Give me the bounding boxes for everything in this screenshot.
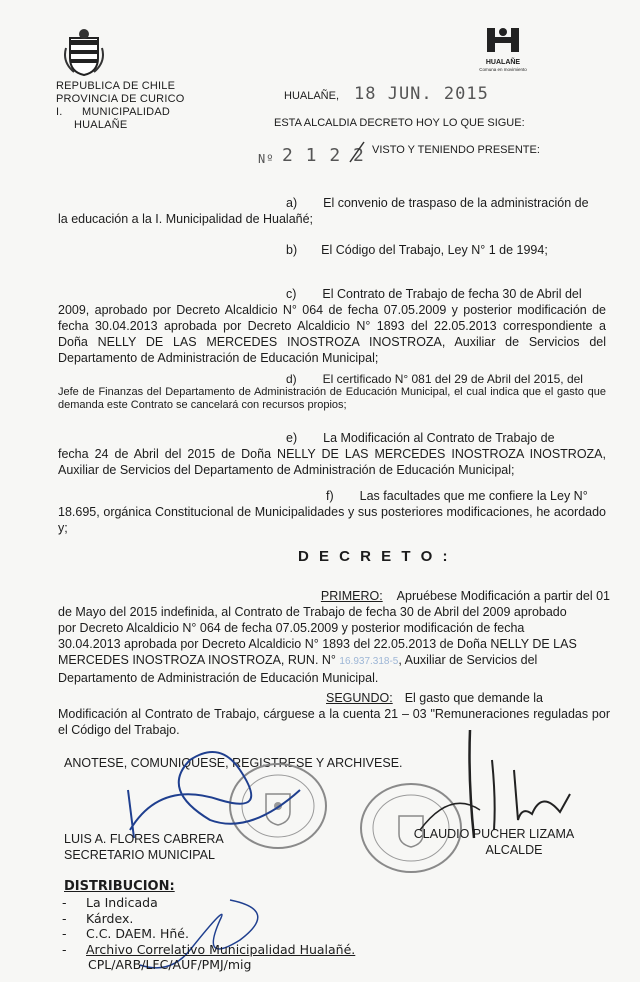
run-value: 16.937.318-5 bbox=[339, 656, 399, 667]
consideration-letter: b) bbox=[286, 243, 298, 257]
hualane-logo-icon bbox=[484, 26, 522, 54]
consideration-letter: a) bbox=[286, 196, 298, 210]
consideration-letter: e) bbox=[286, 431, 298, 445]
list-item: - C.C. DAEM. Hñé. bbox=[62, 926, 355, 942]
org-line-commune: HUALAÑE bbox=[74, 119, 128, 131]
mayor-title: ALCALDE bbox=[485, 843, 543, 857]
list-item: - Kárdex. bbox=[62, 911, 355, 927]
number-prefix: Nº bbox=[258, 152, 275, 166]
mayor-name: CLAUDIO PUCHER LIZAMA bbox=[413, 827, 575, 841]
consideration-a bbox=[58, 195, 606, 227]
hualane-logo bbox=[478, 26, 528, 73]
org-line-municipality: I. MUNICIPALIDAD bbox=[56, 106, 171, 118]
decreto-title: D E C R E T O : bbox=[298, 548, 451, 565]
initials-line: CPL/ARB/LFC/AUF/PMJ/mig bbox=[88, 957, 252, 972]
secretary-name: LUIS A. FLORES CABRERA bbox=[64, 832, 224, 846]
secretary-block bbox=[64, 831, 224, 863]
municipal-seal-icon bbox=[64, 28, 104, 76]
segundo-rest: Modificación al Contrato de Trabajo, cárguese a la cuenta 21 – 03 "Remuneraciones reguladas por el Código del Trabajo. bbox=[58, 707, 610, 737]
consideration-lead: El convenio de traspaso de la administración de bbox=[323, 196, 589, 210]
segundo-lead: El gasto que demande la bbox=[404, 691, 543, 705]
consideration-letter: f) bbox=[326, 489, 334, 503]
logo-caption: HUALAÑE bbox=[485, 59, 521, 66]
decree-number: 2 1 2 2 bbox=[282, 145, 365, 166]
consideration-rest: la educación a la I. Municipalidad de Hualañé; bbox=[58, 212, 314, 226]
primero-label: PRIMERO: bbox=[320, 589, 383, 603]
primero-section bbox=[58, 588, 610, 686]
list-item: - La Indicada bbox=[62, 895, 355, 911]
primero-line: , Auxiliar de Servicios del bbox=[398, 653, 538, 667]
consideration-lead: El certificado N° 081 del 29 de Abril del 2015, del bbox=[322, 372, 583, 386]
visto-label: VISTO Y TENIENDO PRESENTE: bbox=[372, 144, 540, 156]
consideration-f bbox=[58, 488, 606, 536]
mayor-signature-icon bbox=[410, 720, 610, 840]
date-stamp: 18 JUN. 2015 bbox=[354, 84, 489, 104]
primero-lead: Apruébese Modificación a partir del 01 bbox=[396, 589, 610, 603]
closing-line: ANOTESE, COMUNIQUESE, REGISTRESE Y ARCHIVESE. bbox=[64, 756, 403, 770]
secretary-title: SECRETARIO MUNICIPAL bbox=[64, 848, 215, 862]
consideration-lead: El Contrato de Trabajo de fecha 30 de Abril del bbox=[322, 287, 582, 301]
place-label: HUALAÑE, bbox=[284, 90, 340, 102]
org-header bbox=[56, 80, 216, 132]
consideration-e bbox=[58, 430, 606, 478]
list-item: - Archivo Correlativo Municipalidad Hualañé. bbox=[62, 942, 355, 958]
consideration-lead: Las facultades que me confiere la Ley N° bbox=[359, 489, 588, 503]
primero-line: Departamento de Administración de Educación Municipal. bbox=[58, 671, 379, 685]
distribution-block bbox=[64, 878, 355, 973]
primero-line: MERCEDES INOSTROZA INOSTROZA, RUN. N° bbox=[58, 653, 336, 667]
consideration-lead: La Modificación al Contrato de Trabajo de bbox=[323, 431, 555, 445]
consideration-letter: c) bbox=[286, 287, 297, 301]
consideration-letter: d) bbox=[286, 372, 297, 386]
primero-line: por Decreto Alcaldicio N° 064 de fecha 07.05.2009 y posterior modificación de fecha bbox=[58, 621, 525, 635]
distribution-list bbox=[62, 895, 355, 957]
consideration-rest: 18.695, orgánica Constitucional de Municipalidades y sus posteriores modificaciones, he acordado y; bbox=[58, 505, 606, 535]
consideration-c bbox=[58, 286, 606, 366]
decree-line: ESTA ALCALDIA DECRETO HOY LO QUE SIGUE: bbox=[274, 117, 525, 129]
logo-tagline: Comuna en movimiento bbox=[479, 67, 527, 72]
consideration-rest: 2009, aprobado por Decreto Alcaldicio N° 064 de fecha 07.05.2009 y posterior modificación de fecha 30.04.2013 aprobada por Decreto Alcaldicio N° 1893 del 22.05.2013 correspondiente a Doña NELLY DE LAS MERCEDES INOSTROZA INOSTROZA, Auxiliar de Servicios del Departamento de Administración de Educación Municipal; bbox=[58, 303, 606, 365]
consideration-b bbox=[286, 242, 606, 258]
primero-line: 30.04.2013 aprobada por Decreto Alcaldicio N° 1893 del 22.05.2013 de Doña NELLY DE LAS bbox=[58, 637, 577, 651]
distribution-title: DISTRIBUCION: bbox=[64, 879, 175, 894]
segundo-label: SEGUNDO: bbox=[326, 691, 393, 705]
consideration-rest: fecha 24 de Abril del 2015 de Doña NELLY DE LAS MERCEDES INOSTROZA INOSTROZA, Auxiliar de Servicios del Departamento de Administración de Educación Municipal; bbox=[58, 447, 606, 477]
slash-mark-icon bbox=[344, 140, 368, 164]
mayor-block bbox=[404, 826, 584, 858]
org-line-province: PROVINCIA DE CURICO bbox=[56, 93, 185, 105]
consideration-d bbox=[58, 373, 606, 412]
consideration-rest: Jefe de Finanzas del Departamento de Administración de Educación Municipal, el cual indica que el gasto que demanda este Contrato se cancelará con recursos propios; bbox=[58, 386, 606, 411]
primero-line: de Mayo del 2015 indefinida, al Contrato de Trabajo de fecha 30 de Abril del 2009 aprobado bbox=[58, 605, 567, 619]
consideration-lead: El Código del Trabajo, Ley N° 1 de 1994; bbox=[321, 243, 548, 257]
org-line-country: REPUBLICA DE CHILE bbox=[56, 80, 176, 92]
